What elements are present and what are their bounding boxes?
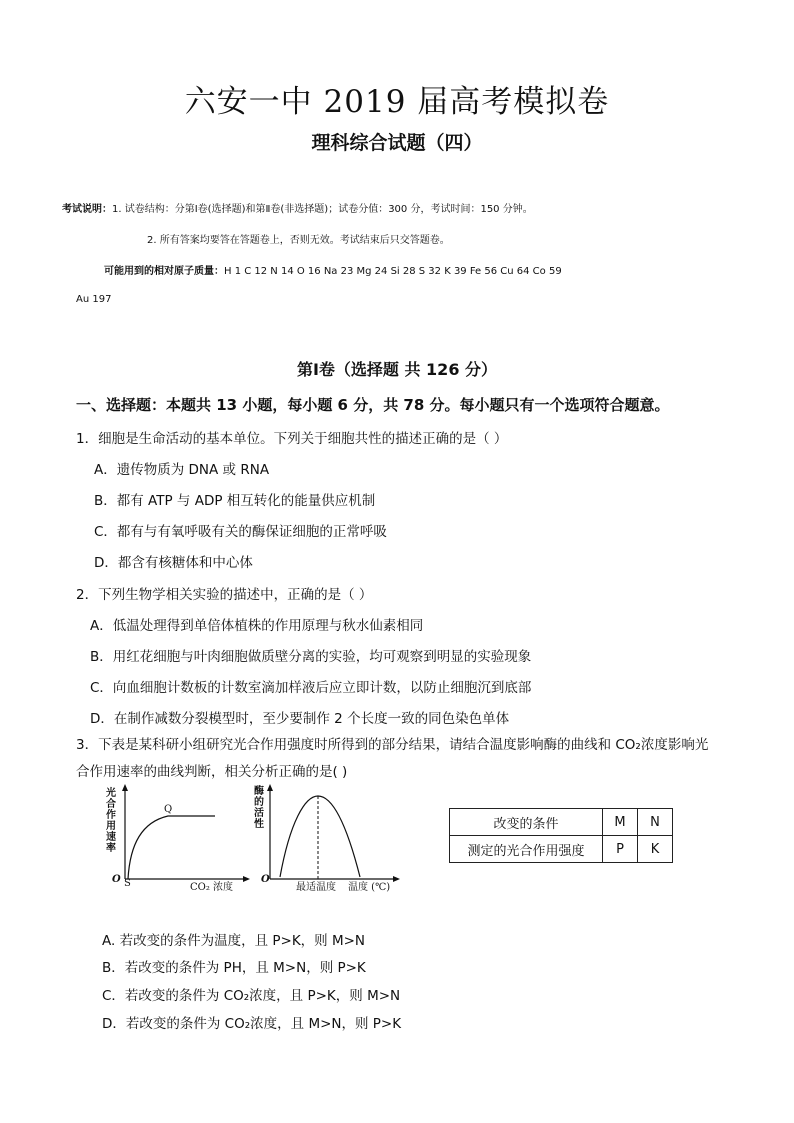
exam-subtitle: 理科综合试题（四）: [311, 132, 483, 154]
table-row: [450, 836, 673, 863]
graph2-y-arrow: [267, 784, 273, 791]
graph1-x-label: CO₂ 浓度: [190, 882, 234, 893]
question-2-option-c: C．向血细胞计数板的计数室滴加样液后应立即计数，以防止细胞沉到底部: [90, 680, 532, 696]
atomic-mass-cont: Au 197: [76, 294, 112, 305]
exam-title: 六安一中 2019 届高考模拟卷: [184, 84, 610, 120]
table-cell-intensity: 测定的光合作用强度: [450, 836, 603, 863]
question-1-option-a: A．遗传物质为 DNA 或 RNA: [94, 462, 270, 478]
graph1-y-label: 光合作用速率: [106, 788, 116, 854]
graph2-x-label: 温度 (℃): [348, 882, 391, 893]
table-cell-k: K: [638, 836, 673, 863]
question-1-stem: 1．细胞是生命活动的基本单位。下列关于细胞共性的描述正确的是（ ）: [76, 431, 508, 447]
graph1-y-arrow: [122, 784, 128, 791]
section-heading: 第Ⅰ卷（选择题 共 126 分）: [296, 360, 498, 379]
table-row: [450, 809, 673, 836]
graph1-q-label: Q: [164, 804, 173, 815]
graph2-x-arrow: [393, 876, 400, 882]
graph2-y-label: 酶的活性: [254, 786, 264, 830]
atomic-mass-values: H 1 C 12 N 14 O 16 Na 23 Mg 24 Si 28 S 32 K 39 Fe 56 Cu 64 Co 59: [224, 266, 562, 277]
question-2-option-a: A．低温处理得到单倍体植株的作用原理与秋水仙素相同: [90, 618, 424, 634]
part-title: 一、选择题：本题共 13 小题，每小题 6 分，共 78 分。每小题只有一个选项符合题意。: [76, 396, 670, 414]
question-3-option-b: B．若改变的条件为 PH，且 M>N，则 P>K: [102, 960, 366, 976]
graph1-curve: [128, 816, 215, 879]
graph2-origin: O: [261, 874, 270, 885]
atomic-mass-line: [104, 262, 562, 277]
condition-table: [449, 808, 673, 863]
question-3-option-d: D．若改变的条件为 CO₂浓度，且 M>N，则 P>K: [102, 1016, 402, 1032]
graph1-x-arrow: [243, 876, 250, 882]
table-header-condition: 改变的条件: [450, 809, 603, 836]
instructions-line1: [62, 200, 533, 215]
question-1-option-c: C．都有与有氧呼吸有关的酶保证细胞的正常呼吸: [94, 524, 387, 540]
table-cell-p: P: [603, 836, 638, 863]
atomic-mass-label: 可能用到的相对原子质量：: [104, 266, 224, 277]
question-2-option-d: D．在制作减数分裂模型时，至少要制作 2 个长度一致的同色染色单体: [90, 711, 510, 727]
graph1-s-label: S: [124, 878, 131, 889]
instructions-text1: 1. 试卷结构：分第Ⅰ卷(选择题)和第Ⅱ卷(非选择题)；试卷分值：300 分，考试时间：150 分钟。: [112, 204, 533, 215]
question-3-stem-line1: 3．下表是某科研小组研究光合作用强度时所得到的部分结果，请结合温度影响酶的曲线和 CO₂浓度影响光: [76, 737, 709, 753]
graph2-optimum-label: 最适温度: [296, 882, 336, 893]
question-3-stem-line2: 合作用速率的曲线判断，相关分析正确的是( ): [76, 764, 348, 780]
question-3-option-c: C．若改变的条件为 CO₂浓度，且 P>K，则 M>N: [102, 988, 401, 1004]
table-header-m: M: [603, 809, 638, 836]
question-1-option-b: B．都有 ATP 与 ADP 相互转化的能量供应机制: [94, 493, 376, 509]
instructions-line2: 2. 所有答案均要答在答题卷上，否则无效。考试结束后只交答题卷。: [147, 235, 450, 246]
graph1-origin: O: [112, 874, 121, 885]
question-2-option-b: B．用红花细胞与叶肉细胞做质壁分离的实验，均可观察到明显的实验现象: [90, 649, 532, 665]
question-1-option-d: D．都含有核糖体和中心体: [94, 555, 253, 571]
question-3-option-a: A. 若改变的条件为温度，且 P>K，则 M>N: [102, 933, 366, 949]
instructions-label: 考试说明：: [62, 204, 112, 215]
question-2-stem: 2．下列生物学相关实验的描述中，正确的是（ ）: [76, 587, 373, 603]
graph2-curve: [280, 796, 360, 877]
table-header-n: N: [638, 809, 673, 836]
